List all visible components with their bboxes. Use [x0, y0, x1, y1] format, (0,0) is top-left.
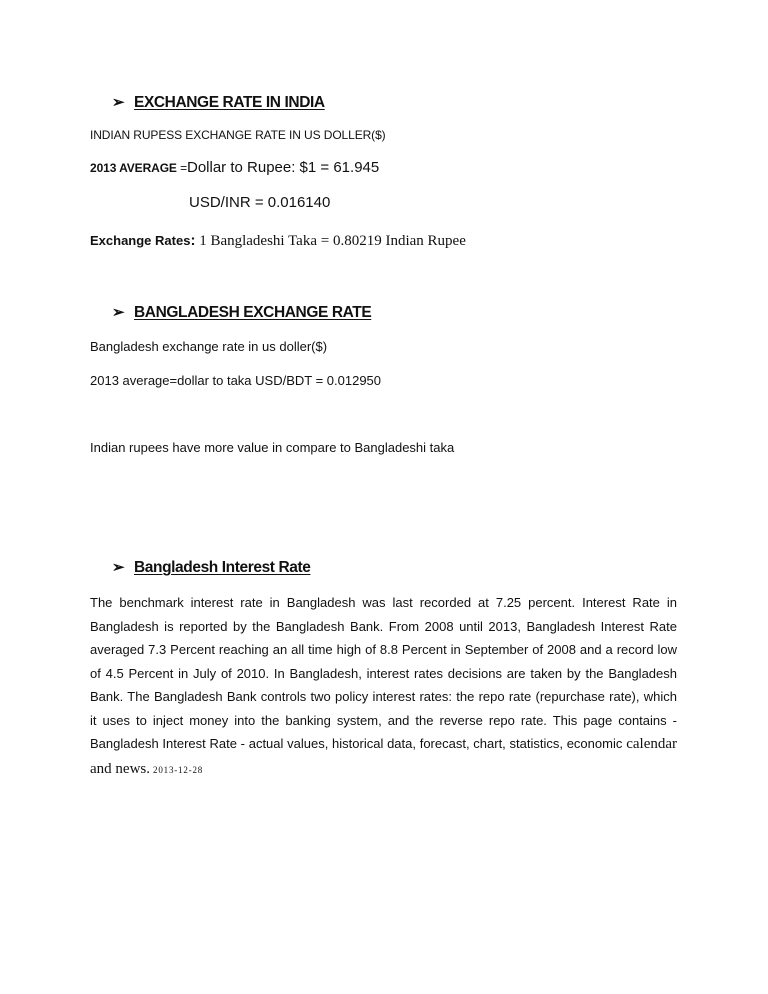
- comparison-statement: Indian rupees have more value in compare to Bangladeshi taka: [90, 440, 455, 455]
- section-heading-interest-rate: ➢ Bangladesh Interest Rate: [112, 559, 311, 576]
- section-heading-bangladesh-exchange: ➢ BANGLADESH EXCHANGE RATE: [112, 304, 372, 321]
- bangladesh-rate-line2: 2013 average=dollar to taka USD/BDT = 0.012950: [90, 373, 382, 388]
- exchange-rates-colon: :: [190, 232, 196, 249]
- average-equals: =: [176, 161, 187, 175]
- arrow-bullet-icon: ➢: [112, 304, 125, 321]
- interest-rate-text: The benchmark interest rate in Bangladesh was last recorded at 7.25 percent. Interest Rate in Bangladesh is reported by the Bangladesh Bank. From 2008 until 2013, Bangladesh Interest Rate averaged 7.3 Percent reaching an all time high of 8.8 Percent in September of 2008 and a record low of 4.5 Percent in July of 2010. In Bangladesh, interest rates decisions are taken by the Bangladesh Bank. The Bangladesh Bank controls two policy interest rates: the repo rate (repurchase rate), which it uses to inject money into the banking system, and the reverse repo rate. This page contains - Bangladesh Interest Rate - actual values, historical data, forecast, chart, statistics, economic: [90, 595, 677, 751]
- india-average-line: [90, 159, 379, 177]
- interest-rate-paragraph: [90, 591, 677, 782]
- average-label: 2013 AVERAGE: [90, 161, 177, 175]
- bangladesh-rate-line1: Bangladesh exchange rate in us doller($): [90, 339, 328, 354]
- exchange-rates-line: [90, 232, 466, 250]
- exchange-rates-label: Exchange Rates: [90, 233, 191, 248]
- india-subtitle: INDIAN RUPESS EXCHANGE RATE IN US DOLLER($): [90, 128, 386, 142]
- average-value: Dollar to Rupee: $1 = 61.945: [187, 159, 380, 176]
- arrow-bullet-icon: ➢: [112, 559, 125, 576]
- interest-rate-date: 2013-12-28: [150, 764, 204, 775]
- usd-inr-rate: USD/INR = 0.016140: [189, 194, 331, 211]
- section-heading-india: ➢ EXCHANGE RATE IN INDIA: [112, 94, 325, 111]
- exchange-rates-value: 1 Bangladeshi Taka = 0.80219 Indian Rupee: [195, 233, 466, 249]
- interest-rate-tail: calendar and news.: [90, 736, 678, 777]
- arrow-bullet-icon: ➢: [112, 94, 125, 111]
